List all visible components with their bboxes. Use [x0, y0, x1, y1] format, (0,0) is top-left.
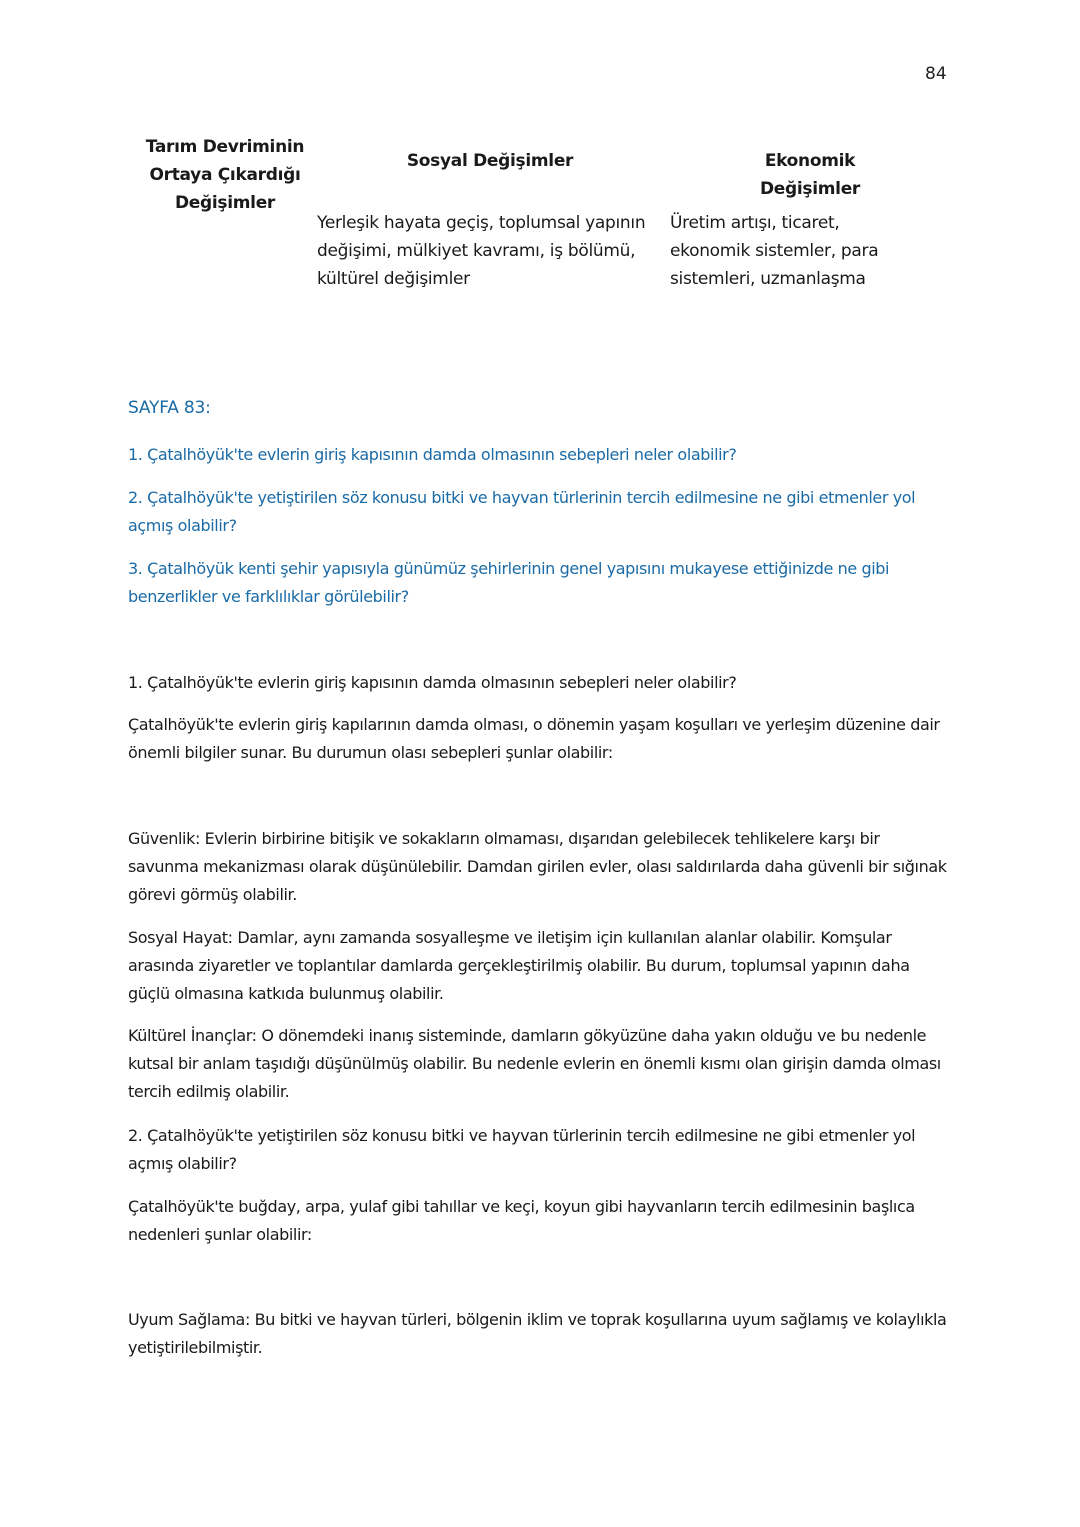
question-2: 2. Çatalhöyük'te yetiştirilen söz konusu bitki ve hayvan türlerinin tercih edilmesine ne gibi etmenler yol açmış olabilir? — [128, 488, 916, 535]
table-cell-economic: Üretim artışı, ticaret, ekonomik sistemler, para sistemleri, uzmanlaşma — [670, 213, 879, 289]
answer-1-intro: Çatalhöyük'te evlerin giriş kapılarının damda olması, o dönemin yaşam koşulları ve yerleşim düzenine dair önemli bilgiler sunar. Bu durumun olası sebepleri şunlar olabilir: — [128, 715, 940, 762]
table-header-changes: Tarım Devriminin Ortaya Çıkardığı Değişimler — [145, 137, 305, 213]
answer-1-cultural-beliefs: Kültürel İnançlar: O dönemdeki inanış sisteminde, damların gökyüzüne daha yakın olduğu ve bu nedenle kutsal bir anlam taşıdığı düşünülmüş olabilir. Bu nedenle evlerin en önemli kısmı olan girişin damda olması tercih edilmiş olabilir. — [128, 1026, 941, 1101]
answer-1-social-life: Sosyal Hayat: Damlar, aynı zamanda sosyalleşme ve iletişim için kullanılan alanlar olabilir. Komşular arasında ziyaretler ve toplantılar damlarda gerçekleştirilmiş olabilir. Bu durum, toplumsal yapının daha güçlü olmasına katkıda bulunmuş olabilir. — [128, 928, 910, 1003]
table-header-economic: Ekonomik Değişimler — [759, 151, 861, 199]
answer-2-intro: Çatalhöyük'te buğday, arpa, yulaf gibi tahıllar ve keçi, koyun gibi hayvanların tercih edilmesinin başlıca nedenleri şunlar olabilir: — [128, 1197, 915, 1244]
table-cell-social: Yerleşik hayata geçiş, toplumsal yapının değişimi, mülkiyet kavramı, iş bölümü, kültürel değişimler — [317, 213, 646, 289]
page-number: 84 — [925, 64, 947, 84]
question-3: 3. Çatalhöyük kenti şehir yapısıyla günümüz şehirlerinin genel yapısını mukayese ettiğinizde ne gibi benzerlikler ve farklılıklar görülebilir? — [128, 559, 890, 606]
sayfa-label: SAYFA 83: — [128, 398, 211, 418]
answer-1-question: 1. Çatalhöyük'te evlerin giriş kapısının damda olmasının sebepleri neler olabilir? — [128, 673, 737, 692]
answer-2-adaptation: Uyum Sağlama: Bu bitki ve hayvan türleri, bölgenin iklim ve toprak koşullarına uyum sağlamış ve kolaylıkla yetiştirilebilmiştir. — [128, 1310, 947, 1357]
answer-1-security: Güvenlik: Evlerin birbirine bitişik ve sokakların olmaması, dışarıdan gelebilecek tehlikelere karşı bir savunma mekanizması olarak düşünülebilir. Damdan girilen evler, olası saldırılarda daha güvenli bir sığınak görevi görmüş olabilir. — [128, 829, 947, 904]
table-header-social: Sosyal Değişimler — [406, 151, 574, 171]
answer-2-question: 2. Çatalhöyük'te yetiştirilen söz konusu bitki ve hayvan türlerinin tercih edilmesine ne gibi etmenler yol açmış olabilir? — [128, 1126, 916, 1173]
question-1: 1. Çatalhöyük'te evlerin giriş kapısının damda olmasının sebepleri neler olabilir? — [128, 445, 737, 464]
